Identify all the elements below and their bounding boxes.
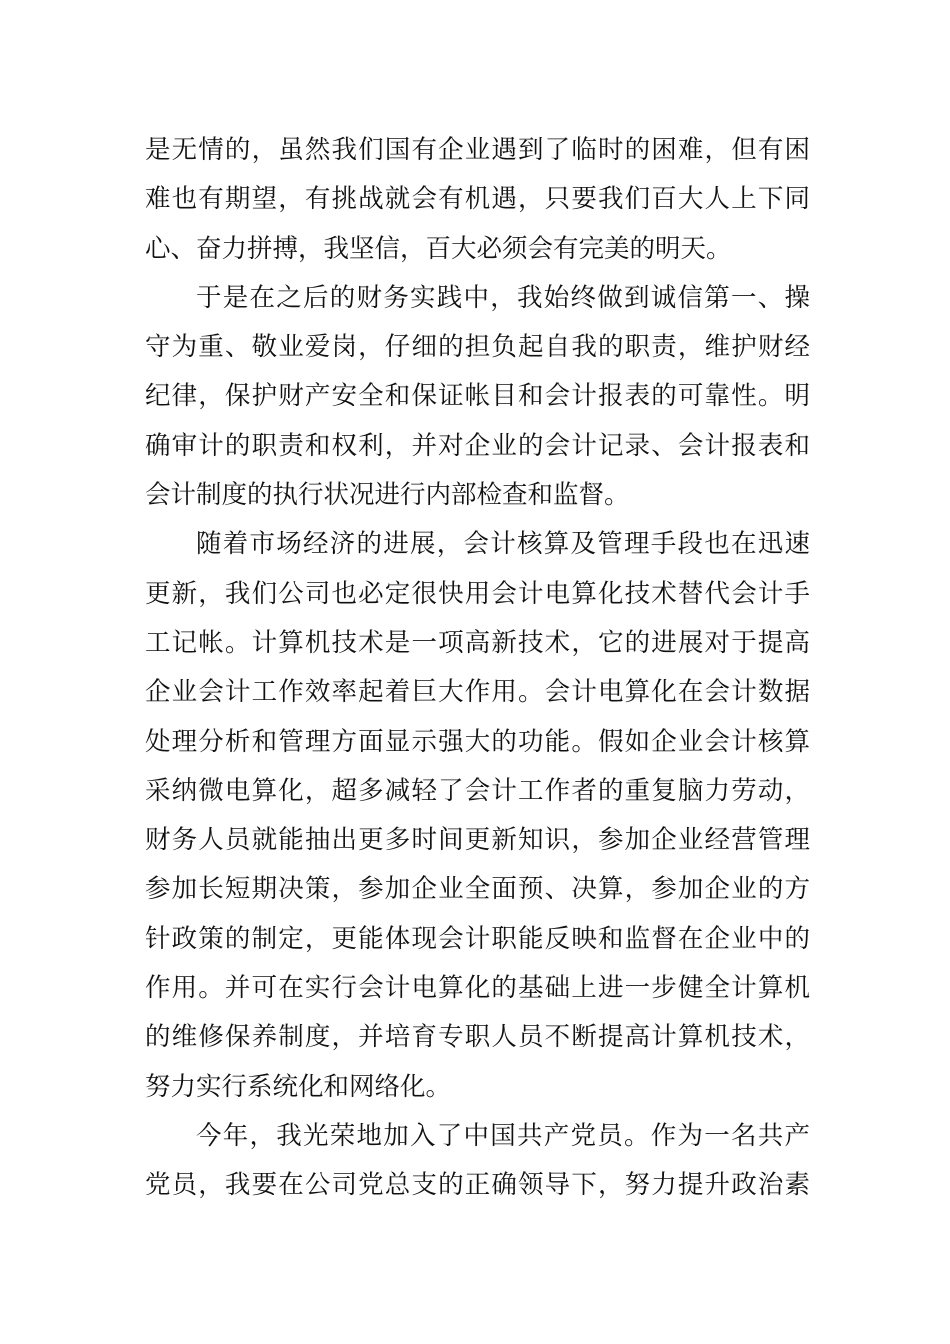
body-text <box>145 126 810 1211</box>
text-line: 参加长短期决策，参加企业全面预、决算，参加企业的方 <box>145 874 810 905</box>
text-line: 的维修保养制度，并培育专职人员不断提高计算机技术， <box>145 1022 810 1053</box>
text-line: 守为重、敬业爱岗，仔细的担负起自我的职责，维护财经 <box>145 332 810 363</box>
text-line: 会计制度的执行状况进行内部检查和监督。 <box>145 480 630 511</box>
text-line: 针政策的制定，更能体现会计职能反映和监督在企业中的 <box>145 923 810 954</box>
text-line: 难也有期望，有挑战就会有机遇，只要我们百大人上下同 <box>145 184 810 215</box>
text-line: 纪律，保护财产安全和保证帐目和会计报表的可靠性。明 <box>145 381 810 412</box>
text-line: 处理分析和管理方面显示强大的功能。假如企业会计核算 <box>145 726 810 757</box>
text-line: 今年，我光荣地加入了中国共产党员。作为一名共产 <box>196 1120 810 1151</box>
text-line: 采纳微电算化，超多减轻了会计工作者的重复脑力劳动， <box>145 775 810 806</box>
text-line: 是无情的，虽然我们国有企业遇到了临时的困难，但有困 <box>145 135 810 165</box>
text-line: 作用。并可在实行会计电算化的基础上进一步健全计算机 <box>145 973 810 1004</box>
text-line: 企业会计工作效率起着巨大作用。会计电算化在会计数据 <box>145 677 810 708</box>
text-line: 更新，我们公司也必定很快用会计电算化技术替代会计手 <box>145 578 810 609</box>
text-line: 努力实行系统化和网络化。 <box>145 1071 452 1102</box>
text-line: 随着市场经济的进展，会计核算及管理手段也在迅速 <box>196 529 810 560</box>
text-line: 确审计的职责和权利，并对企业的会计记录、会计报表和 <box>145 430 810 461</box>
text-line: 工记帐。计算机技术是一项高新技术，它的进展对于提高 <box>145 627 810 658</box>
text-line: 财务人员就能抽出更多时间更新知识，参加企业经营管理 <box>145 825 810 856</box>
text-line: 心、奋力拼搏，我坚信，百大必须会有完美的明天。 <box>145 233 732 264</box>
text-line: 党员，我要在公司党总支的正确领导下，努力提升政治素 <box>145 1170 810 1201</box>
text-line: 于是在之后的财务实践中，我始终做到诚信第一、操 <box>196 282 810 313</box>
